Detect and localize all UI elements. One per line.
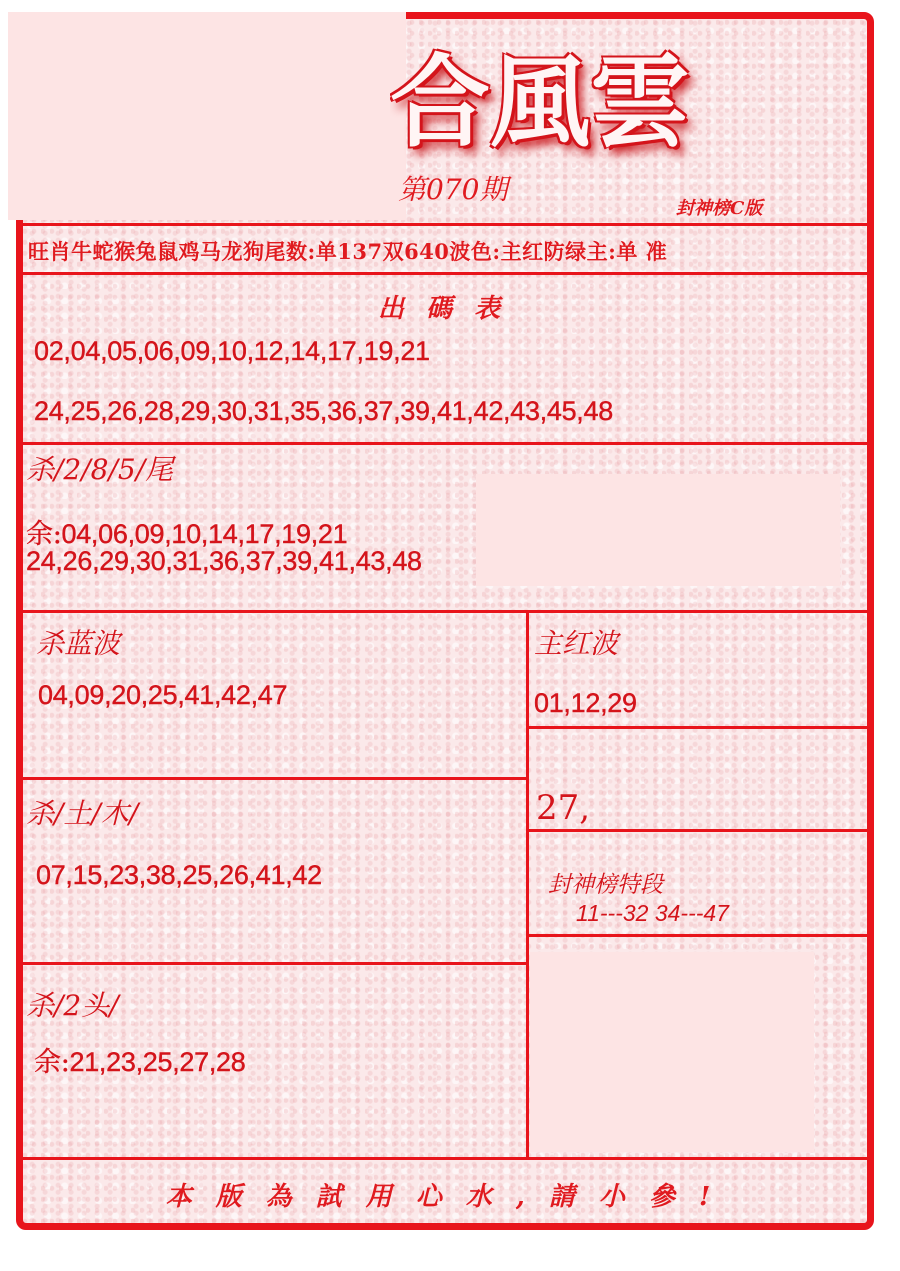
divider: [16, 777, 528, 780]
kill-head-remain-row: [34, 1040, 245, 1079]
footer-note: 本版為試用心水,請小參!: [165, 1182, 735, 1212]
sheet-title: 合風雲: [390, 43, 690, 161]
divider: [526, 829, 874, 832]
main-red-numbers: 01,12,29: [534, 688, 637, 718]
chart-table-row-2: 24,25,26,28,29,30,31,35,36,37,39,41,42,43,45,48: [34, 396, 613, 426]
remain-prefix: 余:: [26, 519, 62, 550]
side-number: 27,: [536, 788, 591, 828]
divider: [16, 272, 874, 275]
edition-label: 封神榜C版: [676, 198, 763, 219]
divider: [16, 610, 874, 613]
divider: [526, 610, 529, 1160]
kill-blue-numbers: 04,09,20,25,41,42,47: [38, 680, 288, 710]
remain-prefix: 余:: [34, 1047, 70, 1078]
kill-tail-row-2: 24,26,29,30,31,36,37,39,41,43,48: [26, 546, 422, 576]
kill-head-numbers: 21,23,25,27,28: [69, 1047, 246, 1077]
issue-number: 第070期: [398, 173, 508, 206]
bottom-right-blank-area: [530, 952, 814, 1152]
divider: [16, 962, 528, 965]
kill-element-label: 杀/土/木/: [26, 797, 139, 830]
chart-table-title: 出碼表: [377, 294, 522, 324]
header-blank-area: [8, 12, 406, 220]
divider: [526, 934, 874, 937]
info-row: 旺肖牛蛇猴兔鼠鸡马龙狗尾数:单137双640波色:主红防绿主:单 准: [28, 239, 668, 264]
main-red-label: 主红波: [534, 627, 619, 660]
kill-tail-label: 杀/2/8/5/尾: [26, 453, 174, 486]
special-value: 11---32 34---47: [576, 900, 729, 926]
kill-tail-row-1: 04,06,09,10,14,17,19,21: [61, 519, 348, 549]
kill-blue-label: 杀蓝波: [36, 627, 121, 660]
kill-element-numbers: 07,15,23,38,25,26,41,42: [36, 860, 322, 890]
special-label: 封神榜特段: [548, 872, 663, 898]
divider: [16, 442, 874, 445]
divider: [16, 223, 874, 226]
divider: [16, 1157, 874, 1160]
divider: [526, 726, 874, 729]
kill-tail-blank-area: [476, 474, 840, 586]
kill-head-label: 杀/2头/: [26, 989, 119, 1022]
chart-table-row-1: 02,04,05,06,09,10,12,14,17,19,21: [34, 336, 430, 366]
